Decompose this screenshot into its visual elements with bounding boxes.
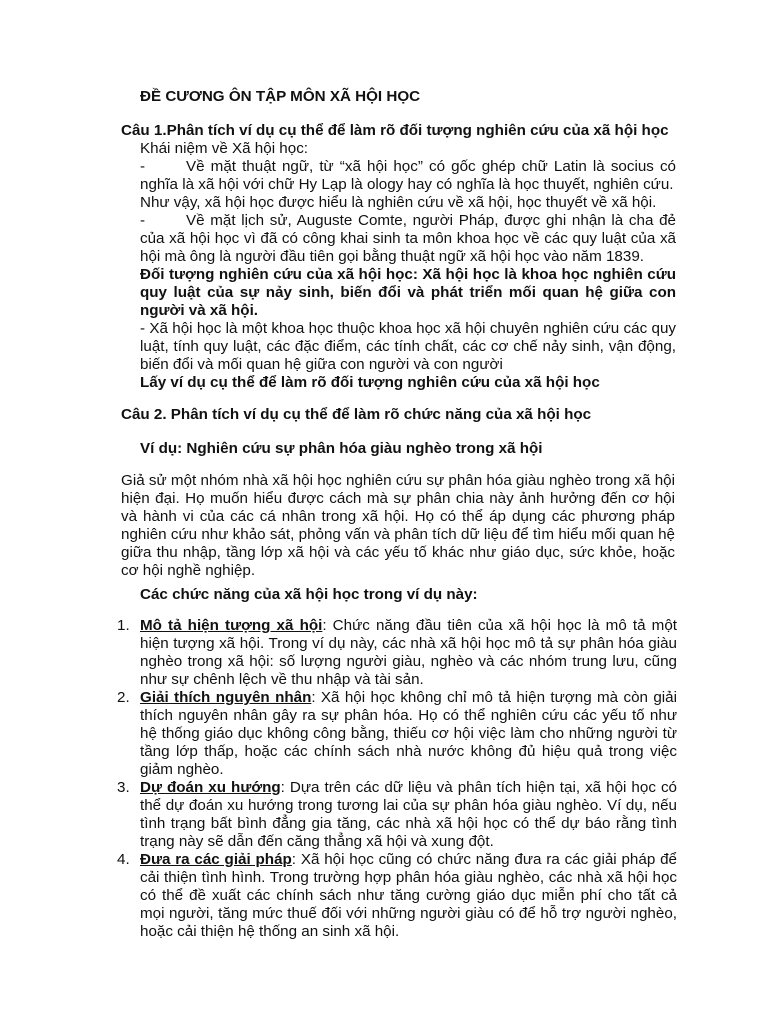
- question-1-heading: Câu 1.Phân tích ví dụ cụ thể để làm rõ đối tượng nghiên cứu của xã hội học: [121, 122, 669, 139]
- dash-marker: -: [140, 158, 146, 175]
- functions-list: [117, 617, 677, 941]
- example-heading: Ví dụ: Nghiên cứu sự phân hóa giàu nghèo trong xã hội: [140, 440, 543, 457]
- functions-heading: Các chức năng của xã hội học trong ví dụ này:: [140, 586, 478, 603]
- question-1-body: [140, 140, 676, 392]
- summary-line: Như vậy, xã hội học được hiểu là nghiên cứu về xã hội, học thuyết về xã hội.: [140, 194, 657, 211]
- history-text: Về mặt lịch sử, Auguste Comte, người Pháp, được ghi nhận là cha đẻ của xã hội học vì đã có công khai sinh ta môn khoa học về các quy luật của xã hội mà ông là người đầu tiên gọi bằng thuật ngữ xã hội học vào năm 1839.: [140, 212, 676, 265]
- function-text: : Xã hội học cũng có chức năng đưa ra các giải pháp để cải thiện tình hình. Trong trường hợp phân hóa giàu nghèo, các nhà xã hội học có thể đề xuất các chính sách như tăng cường giáo dục miễn phí cho tất cả mọi người, tăng mức thuế đối với những người giàu có để hỗ trợ người nghèo, hoặc cải thiện hệ thống an sinh xã hội.: [140, 851, 677, 940]
- list-item: [117, 779, 677, 851]
- concept-label: Khái niệm về Xã hội học:: [140, 140, 309, 157]
- object-explanation: - Xã hội học là một khoa học thuộc khoa học xã hội chuyên nghiên cứu các quy luật, tính quy luật, các đặc điểm, các tính chất, các cơ chế nảy sinh, vận động, biến đổi và mối quan hệ giữa con người và con người: [140, 320, 676, 373]
- function-label: Dự đoán xu hướng: [140, 779, 281, 796]
- function-text: : Dựa trên các dữ liệu và phân tích hiện tại, xã hội học có thể dự đoán xu hướng trong tương lai của sự phân hóa giàu nghèo. Ví dụ, nếu tình trạng bất bình đẳng gia tăng, các nhà xã hội học có thể dự báo rằng tình trạng này sẽ dẫn đến căng thẳng xã hội và xung đột.: [140, 779, 677, 850]
- question-2-heading: Câu 2. Phân tích ví dụ cụ thể để làm rõ chức năng của xã hội học: [121, 406, 592, 423]
- terminology-paragraph: [140, 158, 676, 194]
- function-text: : Xã hội học không chỉ mô tả hiện tượng mà còn giải thích nguyên nhân gây ra sự phân hóa. Họ có thể nghiên cứu các yếu tố như hệ thống giáo dục không công bằng, thiếu cơ hội việc làm cho những người từ tầng lớp thấp, hoặc các chính sách nhà nước không đủ hiệu quả trong việc giảm nghèo.: [140, 689, 677, 778]
- list-item: [117, 851, 677, 941]
- list-item: [117, 617, 677, 689]
- object-definition: Đối tượng nghiên cứu của xã hội học: Xã hội học là khoa học nghiên cứu quy luật của sự nảy sinh, biến đổi và phát triển mối quan hệ giữa con người và xã hội.: [140, 266, 676, 319]
- list-number: 1.: [117, 617, 130, 634]
- function-label: Đưa ra các giải pháp: [140, 851, 292, 868]
- history-paragraph: [140, 212, 676, 266]
- list-number: 4.: [117, 851, 130, 868]
- terminology-text: Về mặt thuật ngữ, từ “xã hội học” có gốc ghép chữ Latin là socius có nghĩa là xã hội với chữ Hy Lạp là ology hay có nghĩa là học thuyết, nghiên cứu.: [140, 158, 676, 193]
- dash-marker: -: [140, 212, 146, 229]
- intro-paragraph: Giả sử một nhóm nhà xã hội học nghiên cứu sự phân hóa giàu nghèo trong xã hội hiện đại. Họ muốn hiểu được cách mà sự phân chia này ảnh hưởng đến cơ hội và hành vi của các cá nhân trong xã hội. Họ có thể áp dụng các phương pháp nghiên cứu như khảo sát, phỏng vấn và phân tích dữ liệu để tìm hiểu mối quan hệ giữa thu nhập, tầng lớp xã hội và các yếu tố khác như giáo dục, sức khỏe, hoặc cơ hội nghề nghiệp.: [121, 472, 675, 579]
- function-label: Giải thích nguyên nhân: [140, 689, 312, 706]
- function-label: Mô tả hiện tượng xã hội: [140, 617, 323, 634]
- list-number: 3.: [117, 779, 130, 796]
- function-text: : Chức năng đầu tiên của xã hội học là mô tả một hiện tượng xã hội. Trong ví dụ này, các nhà xã hội học mô tả sự phân hóa giàu nghèo trong xã hội: số lượng người giàu, nghèo và các nhóm trung lưu, cũng như sự chênh lệch về thu nhập và tài sản.: [140, 617, 678, 688]
- example-prompt: Lấy ví dụ cụ thể để làm rõ đối tượng nghiên cứu của xã hội học: [140, 374, 600, 391]
- list-number: 2.: [117, 689, 130, 706]
- document-title: ĐỀ CƯƠNG ÔN TẬP MÔN XÃ HỘI HỌC: [140, 88, 421, 105]
- list-item: [117, 689, 677, 779]
